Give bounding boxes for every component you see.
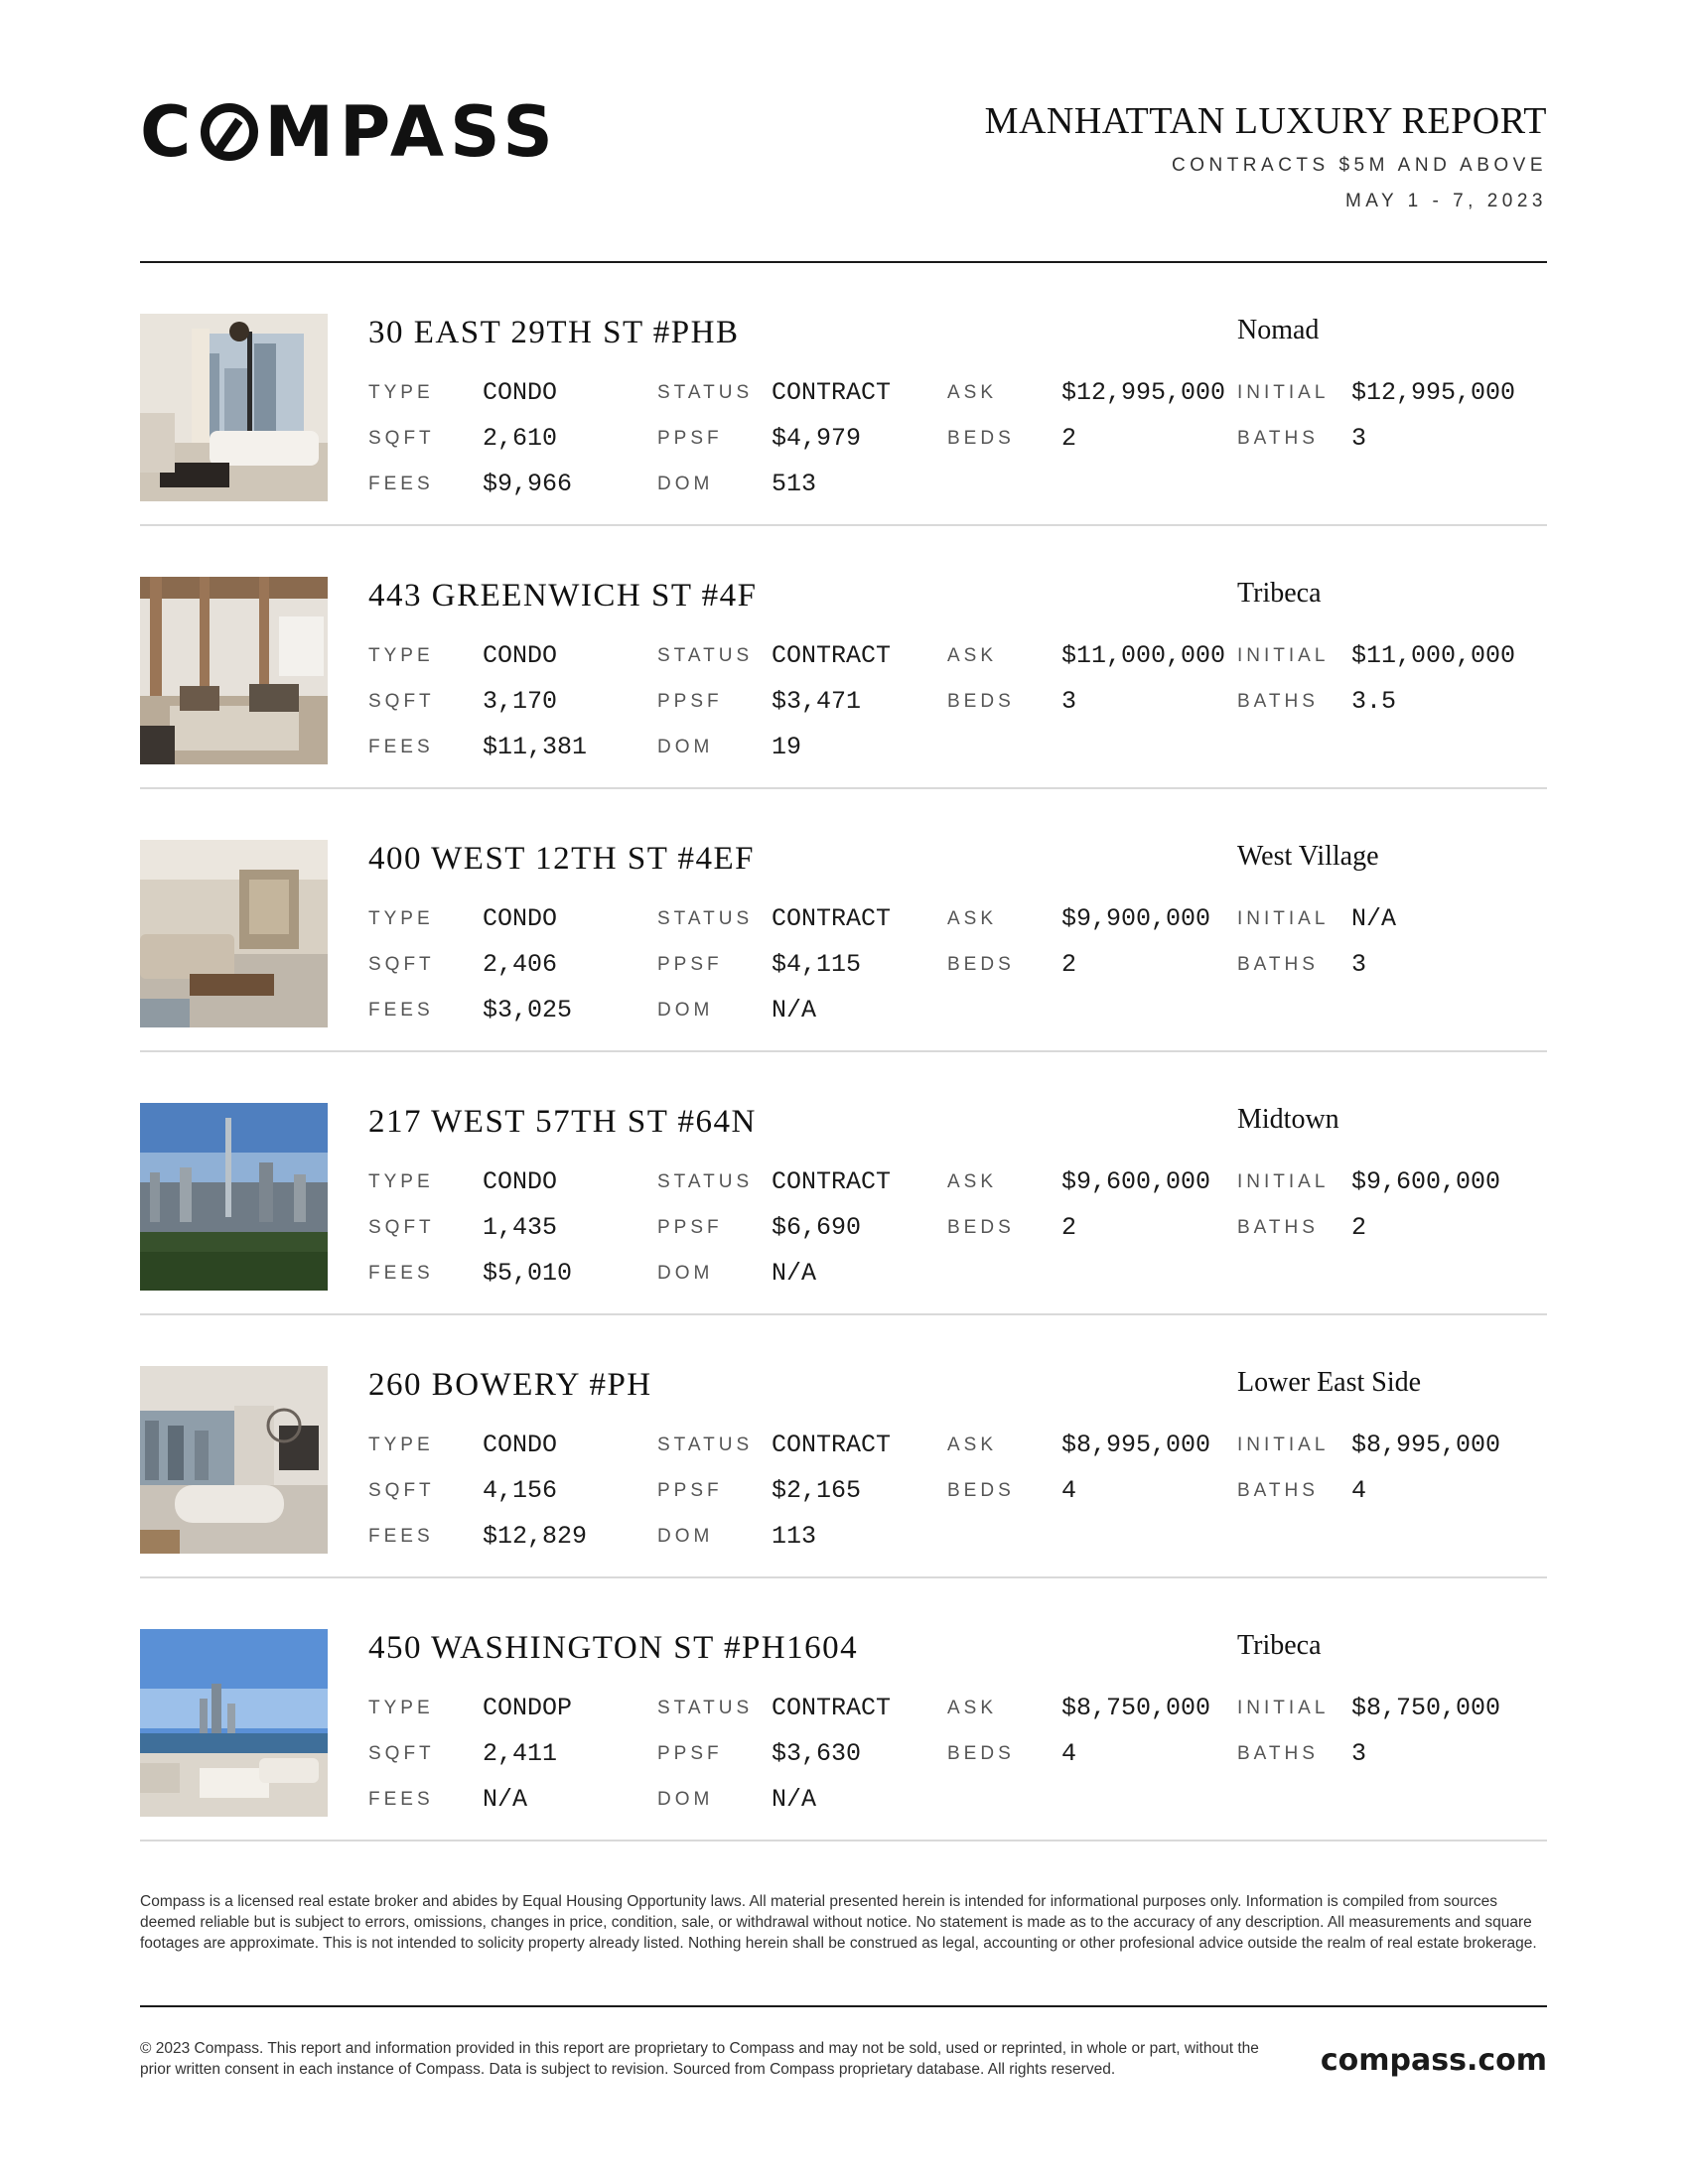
label-fees: FEES (368, 737, 434, 757)
value-status: CONTRACT (772, 1431, 892, 1459)
listing-photo (140, 1103, 328, 1291)
value-ask: $8,750,000 (1061, 1694, 1211, 1722)
label-sqft: SQFT (368, 1217, 435, 1238)
label-status: STATUS (657, 1171, 754, 1192)
label-type: TYPE (368, 645, 434, 666)
value-baths: 3.5 (1351, 687, 1397, 716)
value-baths: 4 (1351, 1476, 1367, 1505)
label-fees: FEES (368, 1789, 434, 1810)
listing-card (140, 1315, 1547, 1578)
copyright-notice: © 2023 Compass. This report and information provided in this report are proprietary to Compass and may not be sold, used or reprinted, in whole or part, without the prior written consent in each instance of Compass. Data is subject to revision. Sourced from Compass proprietary database. All rights reserved. (140, 2040, 1259, 2078)
listing-neighborhood: Tribeca (1237, 578, 1322, 609)
value-type: CONDOP (483, 1694, 573, 1722)
value-beds: 2 (1061, 1213, 1077, 1242)
value-baths: 3 (1351, 424, 1367, 453)
listing-neighborhood: West Village (1237, 841, 1379, 872)
value-beds: 3 (1061, 687, 1077, 716)
value-status: CONTRACT (772, 1167, 892, 1196)
label-type: TYPE (368, 908, 434, 929)
label-ask: ASK (947, 382, 998, 403)
label-beds: BEDS (947, 954, 1015, 975)
value-ppsf: $4,115 (772, 950, 862, 979)
value-beds: 2 (1061, 950, 1077, 979)
value-ask: $8,995,000 (1061, 1431, 1211, 1459)
label-ppsf: PPSF (657, 1217, 723, 1238)
label-ask: ASK (947, 645, 998, 666)
value-ppsf: $6,690 (772, 1213, 862, 1242)
label-beds: BEDS (947, 691, 1015, 712)
value-dom: 19 (772, 733, 802, 761)
value-ask: $9,900,000 (1061, 904, 1211, 933)
label-status: STATUS (657, 1434, 754, 1455)
value-type: CONDO (483, 641, 558, 670)
report-page (140, 0, 1547, 2184)
footer-divider (140, 2005, 1547, 2007)
value-dom: 513 (772, 470, 817, 498)
listing-photo (140, 1366, 328, 1554)
label-initial: INITIAL (1237, 645, 1330, 666)
value-sqft: 2,610 (483, 424, 558, 453)
value-sqft: 2,411 (483, 1739, 558, 1768)
value-dom: 113 (772, 1522, 817, 1551)
listing-photo (140, 1629, 328, 1817)
value-baths: 2 (1351, 1213, 1367, 1242)
listing-photo (140, 314, 328, 501)
label-type: TYPE (368, 1698, 434, 1718)
label-ask: ASK (947, 1434, 998, 1455)
label-ppsf: PPSF (657, 428, 723, 449)
listing-address: 217 WEST 57TH ST #64N (368, 1104, 757, 1140)
legal-disclaimer: Compass is a licensed real estate broker and abides by Equal Housing Opportunity laws. All material presented herein is intended for informational purposes only. Information is compiled from sources deemed reliable but is subject to errors, omissions, changes in price, condition, sale, or withdrawal without notice. No statement is made as to the accuracy of any description. All measurements and square footages are approximate. This is not intended to solicity property already listed. Nothing herein shall be construed as legal, accounting or other profesional advice outside the realm of real estate brokerage. (140, 1893, 1537, 1952)
value-ppsf: $4,979 (772, 424, 862, 453)
value-sqft: 3,170 (483, 687, 558, 716)
listing-neighborhood: Lower East Side (1237, 1367, 1422, 1398)
label-ppsf: PPSF (657, 691, 723, 712)
label-sqft: SQFT (368, 428, 435, 449)
label-baths: BATHS (1237, 1743, 1319, 1764)
value-beds: 4 (1061, 1476, 1077, 1505)
listing-card (140, 526, 1547, 789)
label-baths: BATHS (1237, 954, 1319, 975)
label-ask: ASK (947, 908, 998, 929)
value-baths: 3 (1351, 950, 1367, 979)
label-dom: DOM (657, 1789, 714, 1810)
listing-card (140, 263, 1547, 526)
listing-address: 443 GREENWICH ST #4F (368, 578, 758, 614)
value-initial: N/A (1351, 904, 1397, 933)
compass-logo-o-icon (201, 103, 258, 161)
label-fees: FEES (368, 1263, 434, 1284)
report-header (140, 91, 1547, 264)
value-sqft: 2,406 (483, 950, 558, 979)
label-dom: DOM (657, 1000, 714, 1021)
value-ask: $9,600,000 (1061, 1167, 1211, 1196)
listing-neighborhood: Midtown (1237, 1104, 1339, 1135)
value-sqft: 4,156 (483, 1476, 558, 1505)
value-initial: $8,750,000 (1351, 1694, 1501, 1722)
listings (140, 263, 1547, 1842)
value-status: CONTRACT (772, 378, 892, 407)
value-ppsf: $2,165 (772, 1476, 862, 1505)
label-baths: BATHS (1237, 691, 1319, 712)
value-dom: N/A (772, 996, 817, 1024)
label-initial: INITIAL (1237, 908, 1330, 929)
value-fees: $9,966 (483, 470, 573, 498)
value-status: CONTRACT (772, 1694, 892, 1722)
value-type: CONDO (483, 1167, 558, 1196)
report-subtitle: CONTRACTS $5M AND ABOVE (1171, 155, 1547, 176)
label-status: STATUS (657, 382, 754, 403)
label-dom: DOM (657, 737, 714, 757)
label-type: TYPE (368, 1171, 434, 1192)
value-initial: $8,995,000 (1351, 1431, 1501, 1459)
label-fees: FEES (368, 474, 434, 494)
value-ask: $11,000,000 (1061, 641, 1226, 670)
value-sqft: 1,435 (483, 1213, 558, 1242)
label-status: STATUS (657, 645, 754, 666)
value-baths: 3 (1351, 1739, 1367, 1768)
value-ask: $12,995,000 (1061, 378, 1226, 407)
value-type: CONDO (483, 378, 558, 407)
label-initial: INITIAL (1237, 382, 1330, 403)
value-beds: 2 (1061, 424, 1077, 453)
label-initial: INITIAL (1237, 1698, 1330, 1718)
label-sqft: SQFT (368, 954, 435, 975)
value-dom: N/A (772, 1785, 817, 1814)
label-dom: DOM (657, 1263, 714, 1284)
value-type: CONDO (483, 904, 558, 933)
value-dom: N/A (772, 1259, 817, 1288)
value-initial: $11,000,000 (1351, 641, 1516, 670)
label-ppsf: PPSF (657, 954, 723, 975)
value-fees: $3,025 (483, 996, 573, 1024)
label-baths: BATHS (1237, 428, 1319, 449)
listing-photo (140, 577, 328, 764)
label-baths: BATHS (1237, 1217, 1319, 1238)
compass-website-link[interactable]: compass.com (1320, 2043, 1547, 2078)
value-fees: N/A (483, 1785, 528, 1814)
report-title: MANHATTAN LUXURY REPORT (984, 100, 1547, 142)
listing-address: 260 BOWERY #PH (368, 1367, 652, 1403)
label-sqft: SQFT (368, 691, 435, 712)
report-date: MAY 1 - 7, 2023 (1344, 191, 1547, 211)
listing-address: 400 WEST 12TH ST #4EF (368, 841, 756, 877)
listing-card (140, 789, 1547, 1052)
label-beds: BEDS (947, 1217, 1015, 1238)
label-sqft: SQFT (368, 1743, 435, 1764)
listing-card (140, 1578, 1547, 1842)
label-initial: INITIAL (1237, 1171, 1330, 1192)
value-type: CONDO (483, 1431, 558, 1459)
listing-card (140, 1052, 1547, 1315)
value-ppsf: $3,630 (772, 1739, 862, 1768)
value-beds: 4 (1061, 1739, 1077, 1768)
listing-photo (140, 840, 328, 1027)
label-beds: BEDS (947, 1743, 1015, 1764)
label-ppsf: PPSF (657, 1480, 723, 1501)
label-type: TYPE (368, 1434, 434, 1455)
value-fees: $12,829 (483, 1522, 588, 1551)
label-fees: FEES (368, 1000, 434, 1021)
label-ask: ASK (947, 1171, 998, 1192)
label-beds: BEDS (947, 428, 1015, 449)
value-fees: $5,010 (483, 1259, 573, 1288)
value-ppsf: $3,471 (772, 687, 862, 716)
label-status: STATUS (657, 908, 754, 929)
label-baths: BATHS (1237, 1480, 1319, 1501)
value-fees: $11,381 (483, 733, 588, 761)
label-ppsf: PPSF (657, 1743, 723, 1764)
value-status: CONTRACT (772, 904, 892, 933)
label-ask: ASK (947, 1698, 998, 1718)
label-initial: INITIAL (1237, 1434, 1330, 1455)
label-status: STATUS (657, 1698, 754, 1718)
value-initial: $12,995,000 (1351, 378, 1516, 407)
label-beds: BEDS (947, 1480, 1015, 1501)
label-dom: DOM (657, 474, 714, 494)
label-fees: FEES (368, 1526, 434, 1547)
compass-logo: C MPASS (140, 91, 559, 173)
value-initial: $9,600,000 (1351, 1167, 1501, 1196)
label-dom: DOM (657, 1526, 714, 1547)
listing-address: 450 WASHINGTON ST #PH1604 (368, 1630, 859, 1666)
label-type: TYPE (368, 382, 434, 403)
label-sqft: SQFT (368, 1480, 435, 1501)
value-status: CONTRACT (772, 641, 892, 670)
listing-neighborhood: Tribeca (1237, 1630, 1322, 1661)
listing-address: 30 EAST 29TH ST #PHB (368, 315, 740, 350)
listing-neighborhood: Nomad (1237, 315, 1320, 345)
